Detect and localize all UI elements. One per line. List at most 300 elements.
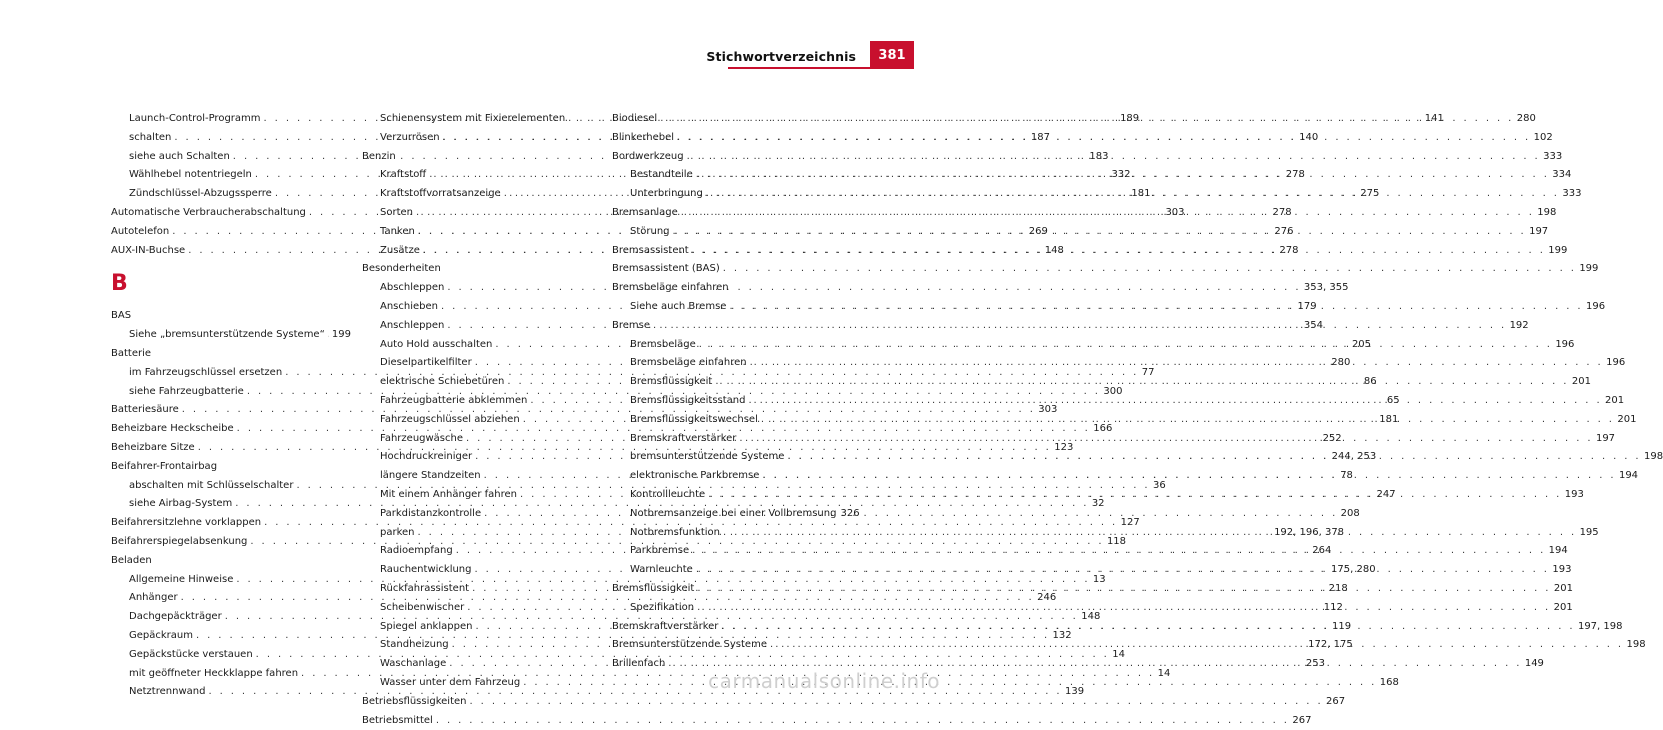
leader-dots [687,148,1541,167]
entry-page: 192, 196, 378 [1274,524,1344,543]
leader-dots [715,373,1569,392]
entry-page: 280 [1517,110,1536,129]
entry-label: Parkbremse [630,542,689,561]
index-subentry [362,599,602,618]
entry-label: Rauchentwicklung [380,561,472,580]
entry-page: 32 [1092,495,1105,514]
entry-label: Siehe auch Bremse [630,298,726,317]
entry-label: Waschanlage [380,655,446,674]
entry-page: 246 [1037,589,1056,608]
leader-dots [677,129,1531,148]
index-subentry [111,495,351,514]
index-entry [612,260,852,279]
entry-page: 218 [1329,580,1348,599]
index-subentry [612,448,852,467]
index-subentry [362,110,602,129]
index-subentry [362,166,602,185]
entry-page: 194 [1549,542,1568,561]
index-entry [111,514,351,533]
index-subentry [612,505,852,524]
entry-page: 205 [1352,336,1371,355]
entry-page: 132 [1053,627,1072,646]
entry-label: Automatische Verbraucherabschaltung [111,204,306,223]
index-subentry [111,364,351,383]
entry-page: 303 [1165,204,1184,223]
entry-label: Bremsflüssigkeitsstand [630,392,745,411]
entry-label: Störung [630,223,670,242]
index-entry [612,618,852,637]
entry-page: 208 [1341,505,1360,524]
index-subentry [362,204,602,223]
entry-label: Anhänger [129,589,178,608]
entry-label: Bremsunterstützende Systeme [612,636,767,655]
entry-page: 172, 175 [1308,636,1353,655]
entry-label: Kraftstoff [380,166,426,185]
entry-label: Scheibenwischer [380,599,464,618]
index-column-2 [362,110,602,730]
entry-label: Beheizbare Sitze [111,439,195,458]
entry-label: Parkdistanzkontrolle [380,505,481,524]
index-subentry [362,185,602,204]
entry-page: 353, 355 [1304,279,1349,298]
entry-page: 141 [1425,110,1444,129]
entry-page: 199 [1579,260,1598,279]
index-subentry [362,486,602,505]
entry-label: Hochdruckreiniger [380,448,472,467]
entry-page: 198 [1627,636,1646,655]
entry-page: 86 [1364,373,1377,392]
index-heading: Batterie [111,345,351,364]
index-subentry [362,655,602,674]
entry-page: 278 [1273,204,1292,223]
entry-page: 149 [1525,655,1544,674]
index-entry [111,401,351,420]
index-heading: BAS [111,307,351,326]
entry-page: 197 [1596,430,1615,449]
entry-page: 65 [1387,392,1400,411]
entry-label: Bremsbeläge einfahren [630,354,747,373]
index-entry [612,242,852,261]
entry-label: Fahrzeugschlüssel abziehen [380,411,520,430]
index-subentry [362,223,602,242]
leader-dots [447,279,1301,298]
entry-label: Bremsflüssigkeit [612,580,694,599]
index-subentry [612,467,852,486]
entry-page: 197 [1529,223,1548,242]
leader-dots [723,524,1577,543]
entry-page: 275 [1360,185,1379,204]
entry-label: elektrische Schiebetüren [380,373,504,392]
entry-label: Bremskraftverstärker [612,618,718,637]
entry-page: 148 [1081,608,1100,627]
entry-page: 201 [1554,599,1573,618]
index-subentry [612,524,852,543]
index-subentry [612,561,852,580]
leader-dots [673,223,1527,242]
leader-dots [692,542,1546,561]
entry-label: Notbremsfunktion [630,524,720,543]
entry-label: Unterbringung [630,185,703,204]
index-subentry [111,326,351,345]
leader-dots [770,636,1624,655]
leader-dots [706,185,1560,204]
entry-page: 193 [1565,486,1584,505]
index-subentry [612,354,852,373]
entry-page: 179 [1298,298,1317,317]
entry-page: 278 [1279,242,1298,261]
entry-page: 326 [840,505,859,524]
page-number: 381 [870,41,914,69]
index-subentry [612,373,852,392]
entry-page: 193 [1552,561,1571,580]
entry-page: 201 [1572,373,1591,392]
index-subentry [362,448,602,467]
entry-label: Launch-Control-Programm [129,110,261,129]
entry-page: 269 [1029,223,1048,242]
entry-label: Zündschlüssel-Abzugssperre [129,185,272,204]
index-subentry [111,477,351,496]
index-entry [612,110,852,129]
leader-dots [681,204,1535,223]
entry-label: siehe auch Schalten [129,148,230,167]
entry-label: Bremsflüssigkeitswechsel [630,411,758,430]
entry-page: 140 [1299,129,1318,148]
index-subentry [111,185,351,204]
entry-page: 264 [1312,542,1331,561]
entry-page: 102 [1534,129,1553,148]
entry-label: Anschleppen [380,317,444,336]
leader-dots [739,430,1593,449]
entry-label: mit geöffneter Heckklappe fahren [129,665,298,684]
entry-page: 36 [1153,477,1166,496]
leader-dots [729,298,1583,317]
entry-page: 197, 198 [1578,618,1623,637]
leader-dots [699,336,1553,355]
leader-dots [696,561,1550,580]
entry-page: 199 [1548,242,1567,261]
entry-label: Betriebsflüssigkeiten [362,693,467,712]
entry-page: 192 [1510,317,1529,336]
entry-label: Bremskraftverstärker [630,430,736,449]
entry-label: Verzurrösen [380,129,440,148]
entry-label: Netztrennwand [129,683,205,702]
index-subentry [362,392,602,411]
index-subentry [612,298,852,317]
index-entry [111,420,351,439]
index-subentry [111,166,351,185]
index-subentry [362,580,602,599]
entry-label: Betriebsmittel [362,712,433,730]
entry-page: 333 [1543,148,1562,167]
entry-label: Fahrzeugwäsche [380,430,463,449]
index-subentry [111,129,351,148]
entry-page: 280 [1331,354,1350,373]
entry-page: 267 [1292,712,1311,730]
index-subentry [362,242,602,261]
leader-dots [697,580,1551,599]
entry-page: 14 [1112,646,1125,665]
leader-dots [762,467,1616,486]
index-subentry [362,674,602,693]
index-letter: B [111,272,351,296]
entry-label: Bestandteile [630,166,693,185]
entry-page: 201 [1605,392,1624,411]
index-heading: Benzin [362,148,602,167]
index-subentry [111,608,351,627]
index-entry [111,242,351,261]
entry-label: Bremsanlage [612,204,678,223]
index-subentry [612,430,852,449]
index-entry [612,580,852,599]
leader-dots [660,110,1514,129]
index-subentry [362,317,602,336]
entry-label: Beheizbare Heckscheibe [111,420,234,439]
index-entry [612,636,852,655]
entry-label: Spezifikation [630,599,694,618]
entry-label: Notbremsanzeige bei einer Vollbremsung [630,505,836,524]
entry-page: 139 [1065,683,1084,702]
entry-page: 183 [1089,148,1108,167]
index-subentry [111,665,351,684]
index-subentry [362,430,602,449]
entry-label: Sorten [380,204,413,223]
entry-page: 267 [1326,693,1345,712]
entry-label: Gepäckstücke verstauen [129,646,253,665]
index-subentry [612,392,852,411]
index-subentry [111,589,351,608]
entry-label: Wählhebel notentriegeln [129,166,252,185]
index-subentry [612,486,852,505]
index-subentry [111,683,351,702]
index-column-3 [612,110,852,674]
index-subentry [362,542,602,561]
leader-dots [787,448,1641,467]
entry-page: 253 [1306,655,1325,674]
entry-page: 196 [1555,336,1574,355]
entry-page: 334 [1552,166,1571,185]
entry-page: 247 [1377,486,1396,505]
entry-label: Tanken [380,223,415,242]
entry-label: Siehe „bremsunterstützende Systeme“ [129,326,325,345]
entry-label: Brillenfach [612,655,665,674]
index-heading: Bremsbeläge einfahren [612,279,852,298]
entry-label: parken [380,524,415,543]
header-rule [728,67,870,69]
index-subentry [362,524,602,543]
entry-page: 118 [1107,533,1126,552]
entry-page: 195 [1580,524,1599,543]
index-entry [612,204,852,223]
leader-dots [523,674,1377,693]
entry-label: Mit einem Anhänger fahren [380,486,517,505]
entry-page: 119 [1332,618,1351,637]
entry-page: 77 [1142,364,1155,383]
index-subentry [111,627,351,646]
index-subentry [362,279,602,298]
entry-label: Spiegel anklappen [380,618,472,637]
index-column-1 [111,110,351,702]
leader-dots [761,411,1615,430]
leader-dots [328,326,329,345]
entry-label: Warnleuchte [630,561,693,580]
entry-page: 201 [1617,411,1636,430]
index-subentry [111,110,351,129]
index-subentry [362,354,602,373]
index-subentry [612,185,852,204]
leader-dots [436,712,1290,730]
entry-page: 196 [1586,298,1605,317]
entry-label: längere Standzeiten [380,467,481,486]
leader-dots [470,693,1324,712]
entry-page: 14 [1158,665,1171,684]
leader-dots [721,618,1575,637]
entry-label: abschalten mit Schlüsselschalter [129,477,293,496]
entry-page: 244, 253 [1332,448,1377,467]
entry-page: 112 [1324,599,1343,618]
index-heading: Besonderheiten [362,260,602,279]
index-subentry [612,411,852,430]
entry-page: 123 [1054,439,1073,458]
entry-label: Radioempfang [380,542,453,561]
index-subentry [362,129,602,148]
entry-page: 148 [1045,242,1064,261]
entry-page: 181 [1131,185,1150,204]
leader-dots [750,354,1604,373]
entry-label: Autotelefon [111,223,169,242]
index-subentry [362,561,602,580]
entry-label: Fahrzeugbatterie abklemmen [380,392,527,411]
index-entry [612,148,852,167]
index-subentry [612,336,852,355]
entry-label: Bremsassistent (BAS) [612,260,720,279]
entry-label: Blinkerhebel [612,129,674,148]
entry-label: Bremse [612,317,650,336]
leader-dots [748,392,1602,411]
index-subentry [111,571,351,590]
entry-label: Dachgepäckträger [129,608,222,627]
index-entry [111,204,351,223]
index-subentry [362,505,602,524]
entry-label: Abschleppen [380,279,444,298]
entry-label: Dieselpartikelfilter [380,354,472,373]
leader-dots [723,260,1577,279]
entry-page: 198 [1537,204,1556,223]
entry-label: schalten [129,129,171,148]
entry-page: 194 [1619,467,1638,486]
entry-label: elektronische Parkbremse [630,467,759,486]
index-subentry [362,373,602,392]
entry-page: 13 [1093,571,1106,590]
entry-label: Bremsassistent [612,242,689,261]
index-entry [362,712,602,730]
entry-label: Bremsflüssigkeit [630,373,712,392]
entry-page: 278 [1286,166,1305,185]
index-entry [612,129,852,148]
index-entry [111,439,351,458]
entry-label: Batteriesäure [111,401,179,420]
entry-label: Wasser unter dem Fahrzeug [380,674,520,693]
page-header [0,41,960,69]
index-subentry [362,336,602,355]
index-subentry [362,636,602,655]
index-heading: Beladen [111,552,351,571]
leader-dots [708,486,1562,505]
entry-page: 354 [1304,317,1323,336]
entry-label: Bordwerkzeug [612,148,684,167]
leader-dots [696,166,1550,185]
entry-label: Auto Hold ausschalten [380,336,492,355]
entry-page: 78 [1340,467,1353,486]
index-subentry [111,148,351,167]
entry-page: 276 [1274,223,1293,242]
section-title: Stichwortverzeichnis [706,49,856,64]
leader-dots [653,317,1507,336]
entry-label: Kontrollleuchte [630,486,705,505]
index-subentry [612,599,852,618]
entry-page: 127 [1121,514,1140,533]
entry-label: im Fahrzeugschlüssel ersetzen [129,364,282,383]
entry-label: siehe Fahrzeugbatterie [129,383,244,402]
entry-label: AUX-IN-Buchse [111,242,185,261]
index-subentry [362,467,602,486]
entry-page: 196 [1606,354,1625,373]
entry-label: Allgemeine Hinweise [129,571,233,590]
entry-page: 333 [1562,185,1581,204]
index-subentry [612,223,852,242]
entry-page: 189 [1120,110,1139,129]
entry-label: Kraftstoffvorratsanzeige [380,185,501,204]
index-heading: Beifahrer-Frontairbag [111,458,351,477]
leader-dots [697,599,1551,618]
leader-dots [692,242,1546,261]
entry-label: Bremsbeläge [630,336,696,355]
entry-label: Zusätze [380,242,420,261]
entry-label: bremsunterstützende Systeme [630,448,784,467]
index-entry [111,533,351,552]
index-subentry [362,618,602,637]
entry-label: siehe Airbag-System [129,495,232,514]
entry-page: 252 [1323,430,1342,449]
entry-label: Schienensystem mit Fixierelementen [380,110,565,129]
entry-label: Rückfahrassistent [380,580,469,599]
entry-page: 303 [1038,401,1057,420]
entry-label: Beifahrersitzlehne vorklappen [111,514,261,533]
entry-page: 199 [332,326,351,345]
entry-label: Beifahrerspiegelabsenkung [111,533,247,552]
entry-label: Anschieben [380,298,438,317]
entry-page: 332 [1111,166,1130,185]
entry-page: 201 [1554,580,1573,599]
index-subentry [612,166,852,185]
entry-label: Standheizung [380,636,449,655]
watermark: carmanualsonline.info [708,669,940,693]
index-subentry [362,411,602,430]
entry-page: 181 [1379,411,1398,430]
index-subentry [612,542,852,561]
index-subentry [111,383,351,402]
entry-label: Biodiesel [612,110,657,129]
index-subentry [111,646,351,665]
index-entry [362,693,602,712]
entry-page: 187 [1031,129,1050,148]
entry-page: 166 [1093,420,1112,439]
entry-page: 168 [1380,674,1399,693]
entry-page: 198 [1644,448,1663,467]
entry-page: 175, 280 [1331,561,1376,580]
entry-label: Gepäckraum [129,627,193,646]
entry-page: 300 [1103,383,1122,402]
index-entry [612,317,852,336]
